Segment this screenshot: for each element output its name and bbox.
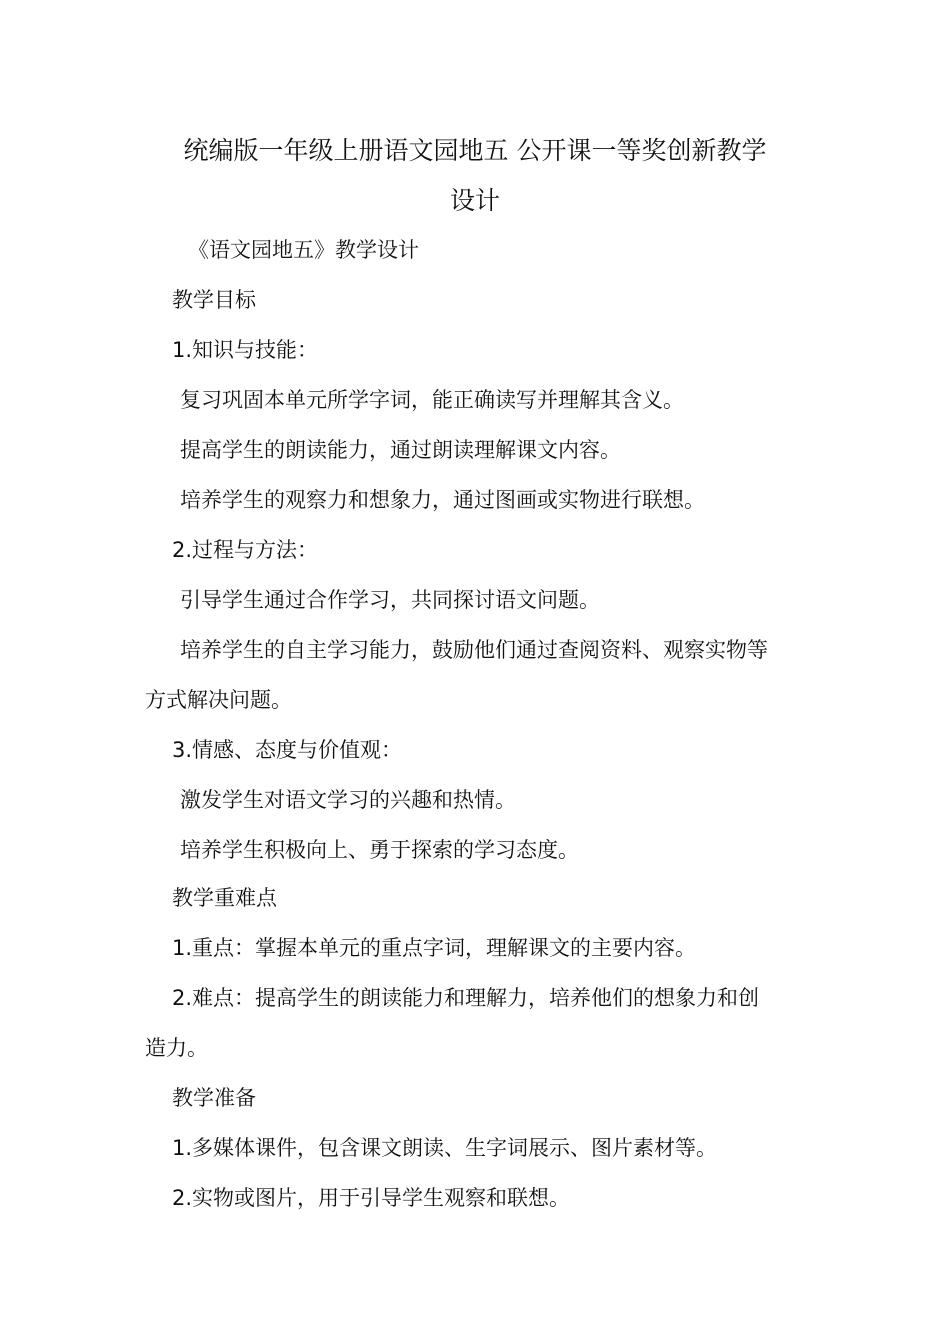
process-item: 引导学生通过合作学习，共同探讨语文问题。 <box>180 588 600 612</box>
emotion-item: 激发学生对语文学习的兴趣和热情。 <box>180 788 516 812</box>
key-point-item: 1.重点：掌握本单元的重点字词，理解课文的主要内容。 <box>172 936 697 960</box>
knowledge-item: 提高学生的朗读能力，通过朗读理解课文内容。 <box>180 438 621 462</box>
subheading-process: 2.过程与方法： <box>172 538 319 562</box>
emotion-item: 培养学生积极向上、勇于探索的学习态度。 <box>180 838 579 862</box>
subheading-knowledge: 1.知识与技能： <box>172 338 319 362</box>
document-title-line-1: 统编版一年级上册语文园地五 公开课一等奖创新教学 <box>183 136 767 165</box>
section-heading-key-points: 教学重难点 <box>172 886 277 910</box>
section-heading-preparation: 教学准备 <box>172 1086 256 1110</box>
knowledge-item: 培养学生的观察力和想象力，通过图画或实物进行联想。 <box>180 488 705 512</box>
document-title-line-2: 设计 <box>449 186 500 215</box>
preparation-item: 2.实物或图片，用于引导学生观察和联想。 <box>172 1186 571 1210</box>
document-subtitle: 《语文园地五》教学设计 <box>188 238 419 262</box>
process-item-continuation: 方式解决问题。 <box>145 688 292 712</box>
difficulty-item: 2.难点：提高学生的朗读能力和理解力，培养他们的想象力和创 <box>172 986 760 1010</box>
section-heading-goals: 教学目标 <box>172 288 256 312</box>
difficulty-item-continuation: 造力。 <box>145 1036 208 1060</box>
process-item: 培养学生的自主学习能力，鼓励他们通过查阅资料、观察实物等 <box>180 638 768 662</box>
subheading-emotion: 3.情感、态度与价值观： <box>172 738 403 762</box>
knowledge-item: 复习巩固本单元所学字词，能正确读写并理解其含义。 <box>180 388 684 412</box>
preparation-item: 1.多媒体课件，包含课文朗读、生字词展示、图片素材等。 <box>172 1136 718 1160</box>
